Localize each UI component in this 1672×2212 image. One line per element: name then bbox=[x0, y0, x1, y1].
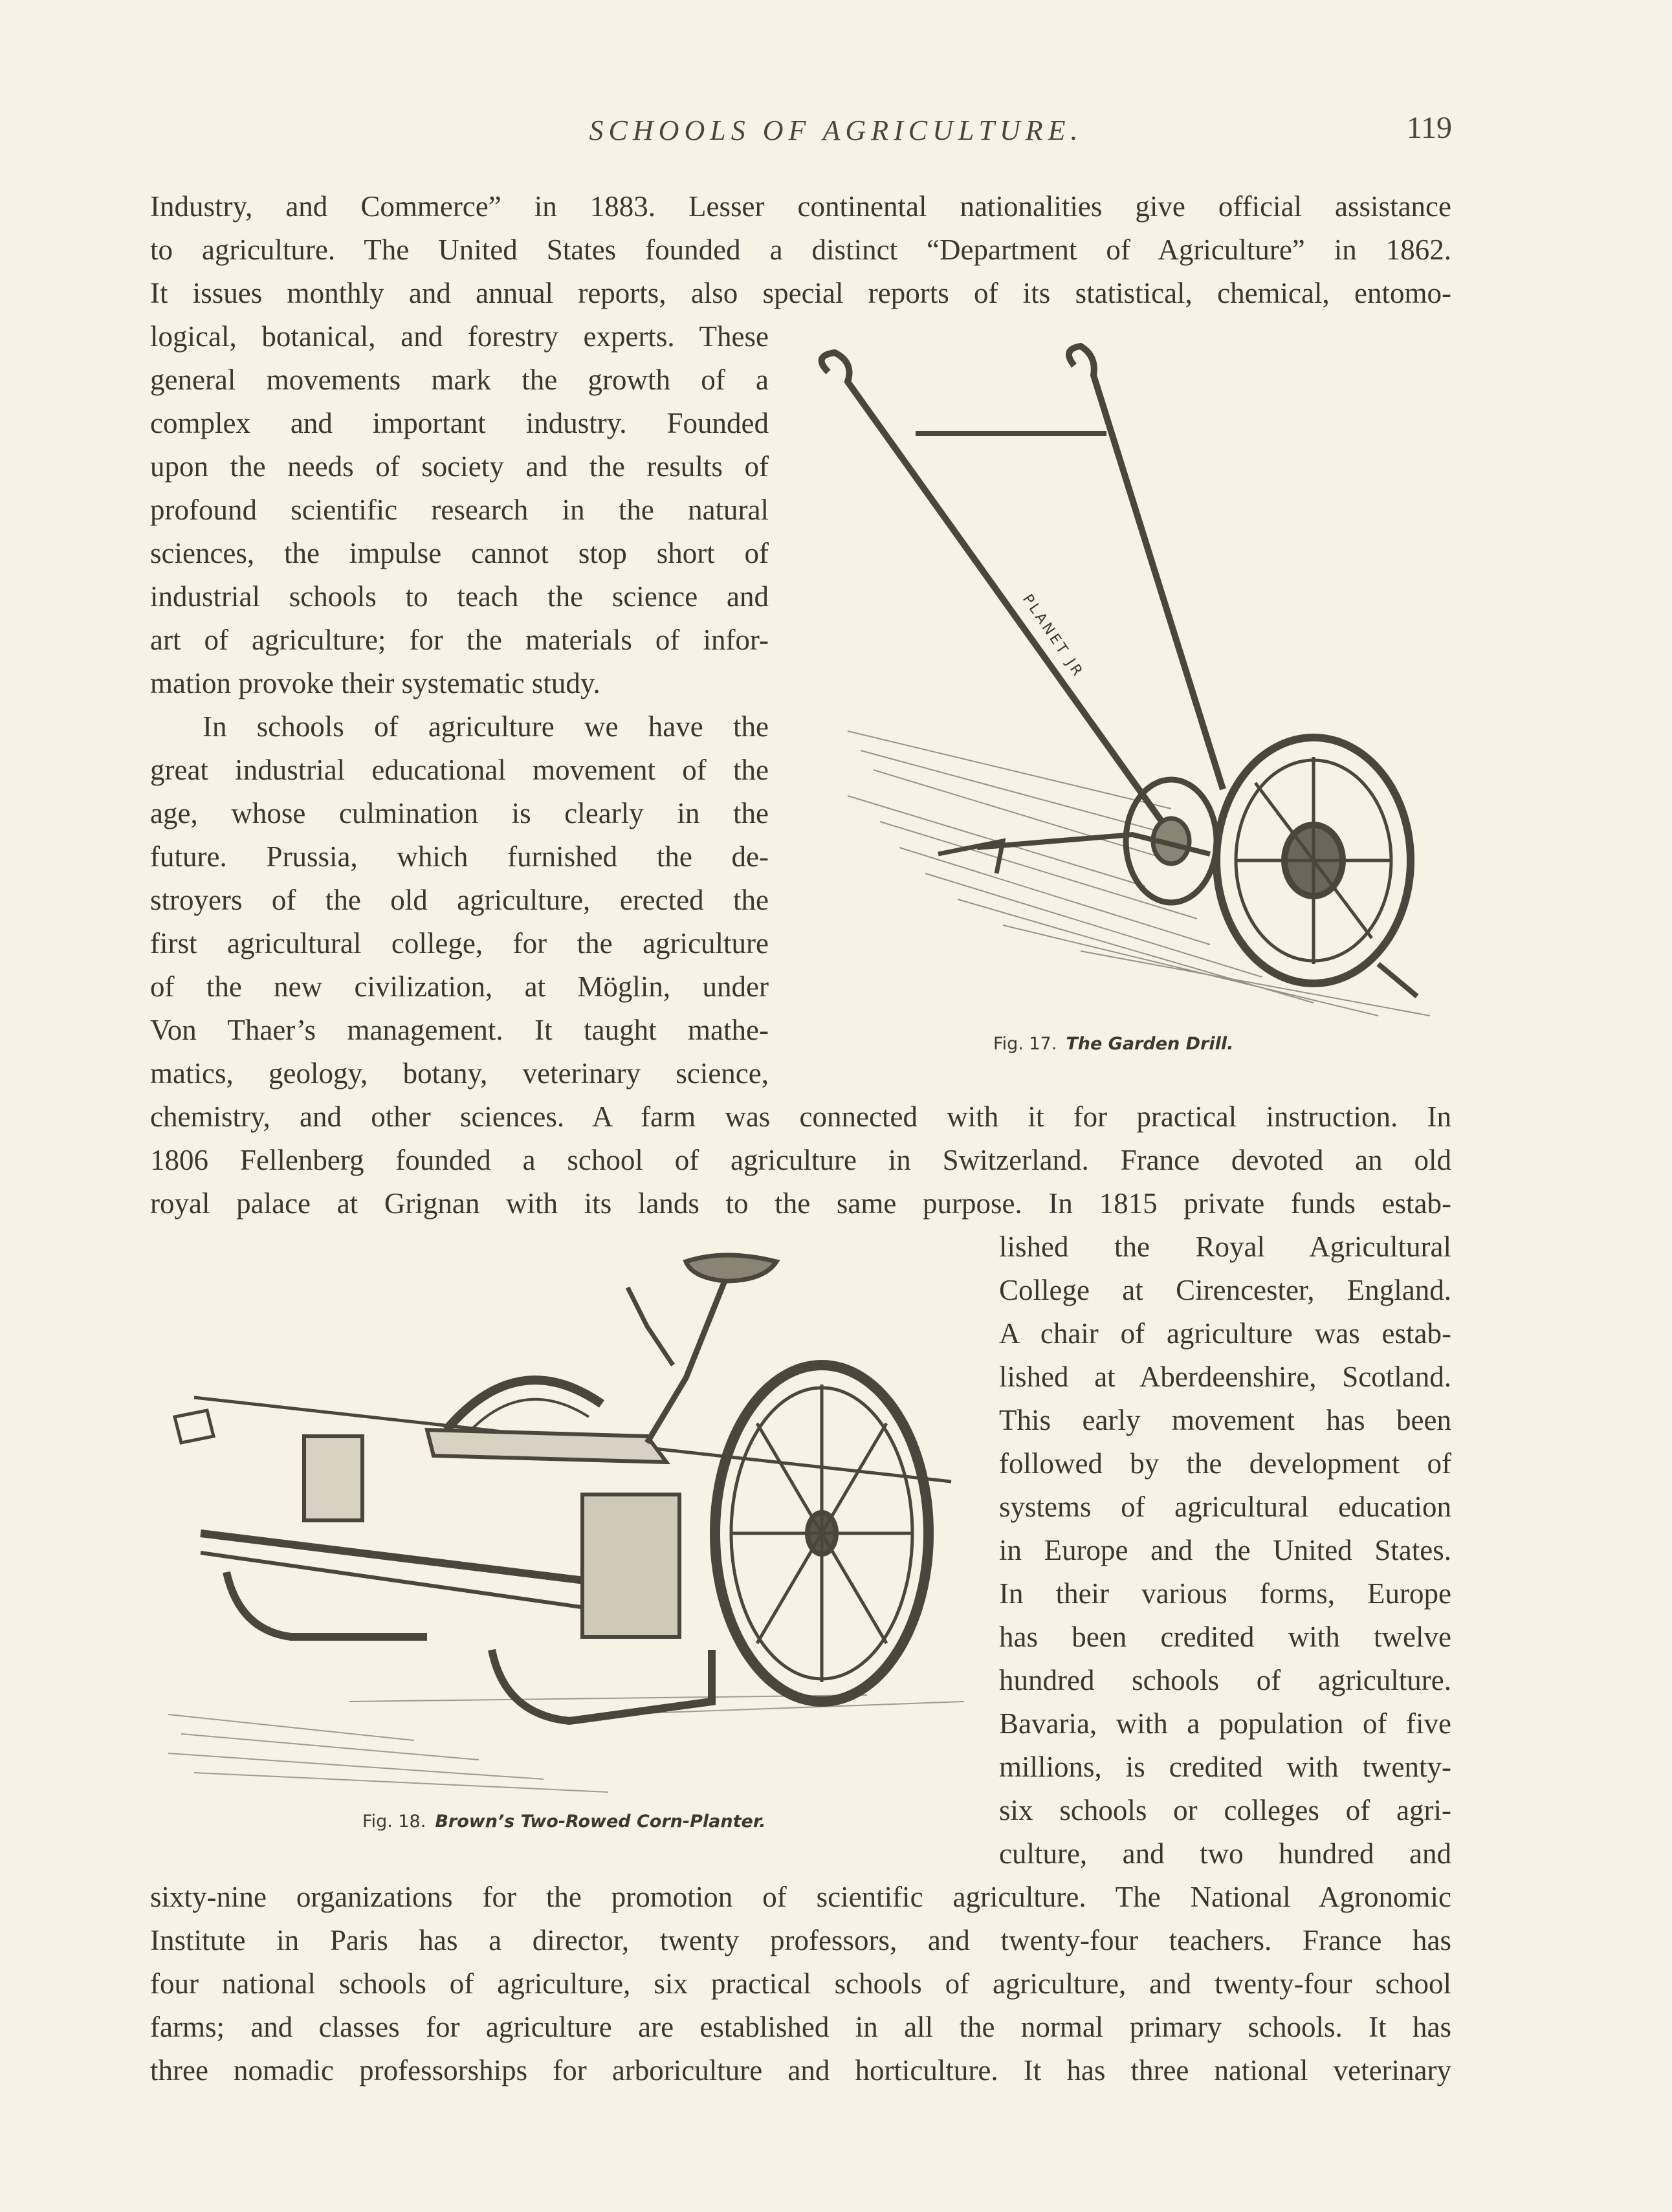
running-head: SCHOOLS OF AGRICULTURE. bbox=[589, 115, 1083, 146]
text-line: first agricultural college, for the agriculture bbox=[150, 927, 769, 959]
text-line: has been credited with twelve bbox=[999, 1621, 1451, 1653]
text-line: It issues monthly and annual reports, also special reports of its statistical, chemical, entomo- bbox=[150, 277, 1451, 309]
text-line: stroyers of the old agriculture, erected the bbox=[150, 884, 769, 916]
text-line: A chair of agriculture was estab- bbox=[999, 1317, 1451, 1350]
text-line: profound scientific research in the natural bbox=[150, 494, 769, 526]
text-line: This early movement has been bbox=[999, 1404, 1451, 1436]
text-line: great industrial educational movement of the bbox=[150, 754, 769, 786]
text-line: six schools or colleges of agri- bbox=[999, 1794, 1451, 1826]
text-line: chemistry, and other sciences. A farm was connected with it for practical instruction. In bbox=[150, 1101, 1451, 1133]
figure-title: The Garden Drill. bbox=[1066, 1034, 1234, 1054]
text-line: lished the Royal Agricultural bbox=[999, 1231, 1451, 1263]
text-line: sciences, the impulse cannot stop short of bbox=[150, 537, 769, 569]
text-line: Bavaria, with a population of five bbox=[999, 1707, 1451, 1740]
text-line: In schools of agriculture we have the bbox=[203, 710, 769, 743]
text-line: Von Thaer’s management. It taught mathe- bbox=[150, 1014, 769, 1046]
figure-caption bbox=[362, 1812, 766, 1832]
text-line: lished at Aberdeenshire, Scotland. bbox=[999, 1361, 1451, 1393]
text-line: to agriculture. The United States founded a distinct “Department of Agriculture” in 1862. bbox=[150, 234, 1451, 266]
text-line: age, whose culmination is clearly in the bbox=[150, 797, 769, 829]
text-line: general movements mark the growth of a bbox=[150, 364, 769, 396]
figure-label: Fig. 17. bbox=[993, 1034, 1057, 1054]
figure-caption bbox=[993, 1034, 1233, 1054]
text-line: College at Cirencester, England. bbox=[999, 1274, 1451, 1306]
planet-jr-stamp: PLANET JR bbox=[1019, 591, 1087, 681]
text-line: followed by the development of bbox=[999, 1447, 1451, 1480]
figure-label: Fig. 18. bbox=[362, 1812, 426, 1832]
text-line: complex and important industry. Founded bbox=[150, 407, 769, 439]
text-line: systems of agricultural education bbox=[999, 1491, 1451, 1523]
figure-garden-drill bbox=[809, 343, 1449, 1061]
text-line: three nomadic professorships for arboriculture and horticulture. It has three national veterinary bbox=[150, 2054, 1451, 2086]
text-line: 1806 Fellenberg founded a school of agriculture in Switzerland. France devoted an old bbox=[150, 1144, 1451, 1176]
text-line: in Europe and the United States. bbox=[999, 1534, 1451, 1566]
figure-title: Brown’s Two-Rowed Corn-Planter. bbox=[435, 1812, 766, 1832]
text-line: farms; and classes for agriculture are established in all the normal primary schools. It has bbox=[150, 2011, 1451, 2043]
text-line: hundred schools of agriculture. bbox=[999, 1664, 1451, 1696]
text-line: millions, is credited with twenty- bbox=[999, 1751, 1451, 1783]
text-line: Industry, and Commerce” in 1883. Lesser continental nationalities give official assistance bbox=[150, 190, 1451, 223]
corn-planter-illustration bbox=[155, 1249, 984, 1805]
text-line: sixty-nine organizations for the promotion of scientific agriculture. The National Agronomic bbox=[150, 1881, 1451, 1913]
page-number: 119 bbox=[1406, 111, 1452, 145]
garden-drill-illustration bbox=[809, 343, 1449, 1022]
text-line: upon the needs of society and the results of bbox=[150, 450, 769, 483]
text-line: In their various forms, Europe bbox=[999, 1577, 1451, 1610]
text-line: industrial schools to teach the science and bbox=[150, 580, 769, 613]
text-line: four national schools of agriculture, six practical schools of agriculture, and twenty-four school bbox=[150, 1967, 1451, 2000]
text-line: matics, geology, botany, veterinary science, bbox=[150, 1057, 769, 1090]
text-line: culture, and two hundred and bbox=[999, 1837, 1451, 1870]
text-line: Institute in Paris has a director, twenty professors, and twenty-four teachers. France has bbox=[150, 1924, 1451, 1956]
text-line: mation provoke their systematic study. bbox=[150, 667, 600, 699]
text-line: royal palace at Grignan with its lands to the same purpose. In 1815 private funds estab- bbox=[150, 1187, 1451, 1220]
text-line: logical, botanical, and forestry experts. These bbox=[150, 320, 769, 353]
text-line: of the new civilization, at Möglin, under bbox=[150, 970, 769, 1003]
figure-corn-planter bbox=[155, 1249, 984, 1844]
text-line: art of agriculture; for the materials of infor- bbox=[150, 624, 769, 656]
text-line: future. Prussia, which furnished the de- bbox=[150, 840, 769, 873]
